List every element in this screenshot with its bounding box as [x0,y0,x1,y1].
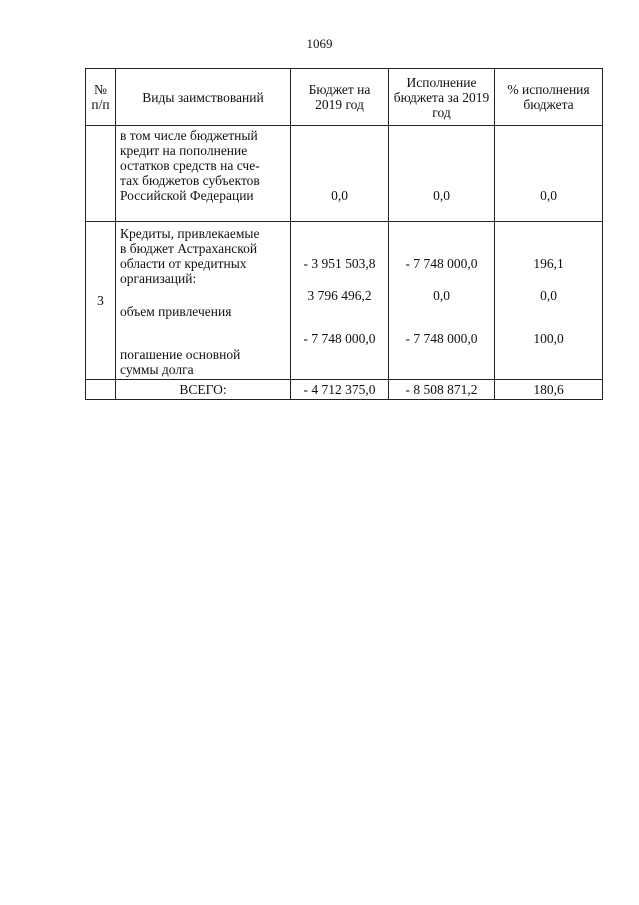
attraction-percent: 0,0 [540,288,557,303]
header-type: Виды заимствований [116,69,291,126]
row-type-line: Российской Федерации [120,188,254,203]
row-type-line: области от кредитных [120,256,247,271]
row-percent [495,222,603,380]
row-percent: 0,0 [495,126,603,222]
row-execution: 0,0 [389,126,495,222]
table-row [86,126,603,222]
repayment-execution: - 7 748 000,0 [405,331,478,346]
row-budget [291,222,389,380]
total-execution: - 8 508 871,2 [389,380,495,400]
borrowings-table [85,68,603,400]
row-num [86,126,116,222]
sub-repayment-line: погашение основной [120,347,241,362]
credits-percent: 196,1 [533,256,564,271]
row-num: 3 [86,222,116,380]
total-num [86,380,116,400]
row-type-line: в том числе бюджетный [120,128,258,143]
credits-budget: - 3 951 503,8 [303,256,376,271]
row-type [116,222,291,380]
total-budget: - 4 712 375,0 [291,380,389,400]
sub-repayment-line: суммы долга [120,362,194,377]
row-type-line: остатков средств на сче- [120,158,260,173]
row-type-line: тах бюджетов субъектов [120,173,260,188]
row-type-line: организаций: [120,271,197,286]
repayment-percent: 100,0 [533,331,564,346]
attraction-budget: 3 796 496,2 [307,288,372,303]
header-execution: Исполнение бюджета за 2019 год [389,69,495,126]
total-label: ВСЕГО: [116,380,291,400]
row-type-line: Кредиты, привлекаемые [120,226,260,241]
header-percent: % исполнения бюджета [495,69,603,126]
page-number: 1069 [306,36,333,51]
total-percent: 180,6 [495,380,603,400]
row-budget: 0,0 [291,126,389,222]
header-budget: Бюджет на 2019 год [291,69,389,126]
repayment-budget: - 7 748 000,0 [303,331,376,346]
row-type-line: кредит на пополнение [120,143,248,158]
attraction-execution: 0,0 [433,288,450,303]
credits-execution: - 7 748 000,0 [405,256,478,271]
row-type [116,126,291,222]
row-type-line: в бюджет Астраханской [120,241,258,256]
table-header-row [86,69,603,126]
header-num: № п/п [86,69,116,126]
sub-attraction-label: объем привлечения [120,304,232,319]
table-row [86,222,603,380]
row-execution [389,222,495,380]
table-total-row [86,380,603,400]
